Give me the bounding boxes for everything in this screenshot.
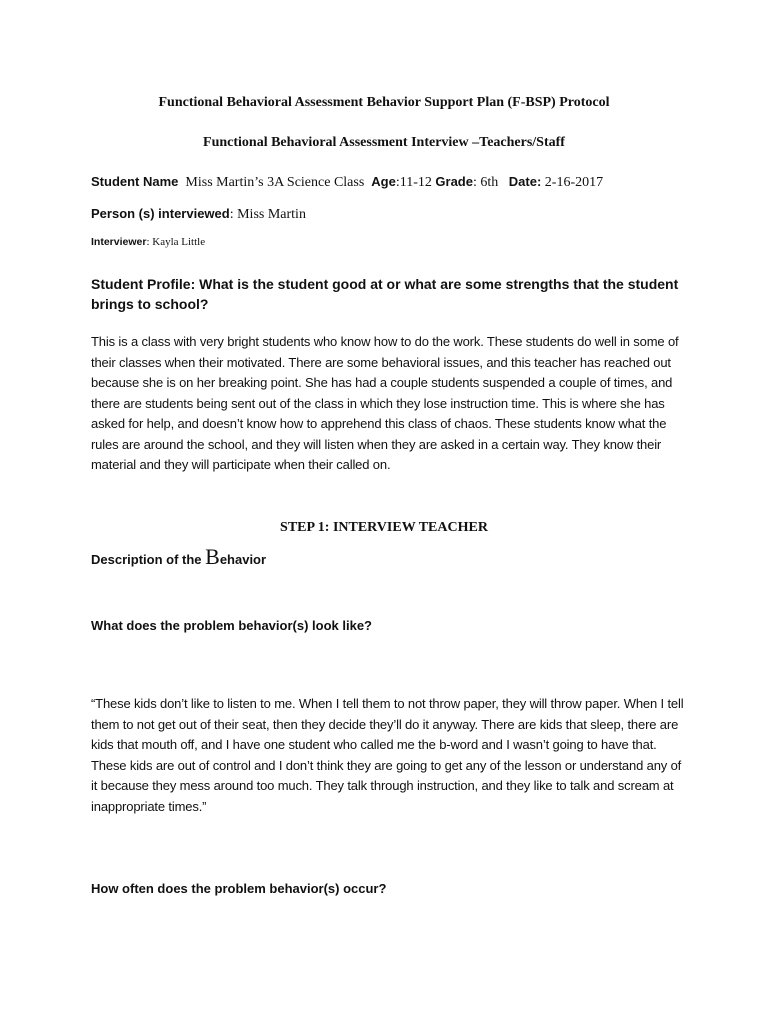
description-heading-big-letter: B [205, 544, 220, 569]
interviewer-line [91, 236, 205, 248]
description-heading [91, 544, 266, 570]
document-title: Functional Behavioral Assessment Behavior Support Plan (F-BSP) Protocol [158, 95, 610, 110]
step-heading: STEP 1: INTERVIEW TEACHER [280, 520, 488, 535]
date-label: Date: [508, 174, 542, 189]
age-value: :11-12 [395, 175, 432, 190]
question-1: What does the problem behavior(s) look like? [91, 618, 372, 633]
date-value: 2-16-2017 [544, 175, 604, 190]
grade-label: Grade [435, 174, 473, 189]
description-heading-prefix: Description of the [91, 552, 206, 567]
student-name-label: Student Name [91, 174, 179, 189]
student-profile-answer: This is a class with very bright students who know how to do the work. These students do well in some of their classes when their motivated. There are some behavioral issues, and this teacher has reached out because she is on her breaking point. She has had a couple students suspended a couple of times, and there are students being sent out of the class in which they lose instruction time. This is where she has asked for help, and doesn’t know how to apprehend this class of chaos. These students know what the rules are around the school, and they will listen when they are asked in a certain way. They know their material and they will participate when their called on. [91, 334, 679, 472]
person-interviewed-value: : Miss Martin [229, 207, 306, 222]
question-2: How often does the problem behavior(s) occur? [91, 881, 387, 896]
student-profile-question-text: : What is the student good at or what are some strengths that the student brings to school? [91, 276, 679, 312]
student-name-value: Miss Martin’s 3A Science Class [185, 175, 365, 190]
interviewer-label: Interviewer [91, 236, 147, 248]
grade-value: : 6th [472, 175, 499, 190]
answer-1: “These kids don’t like to listen to me. When I tell them to not throw paper, they will throw paper. When I tell them to not get out of their seat, then they decide they’ll do it anyway. There are kids that sleep, there are kids that mouth off, and I have one student who called me the b-word and I wasn’t going to have that. These kids are out of control and I don’t think they are going to get any of the lesson or understand any of it because they mess around too much. They talk through instruction, and they like to talk and scream at inappropriate times.” [91, 696, 684, 814]
person-interviewed-line [91, 206, 306, 223]
age-label: Age [371, 174, 396, 189]
person-interviewed-label: Person (s) interviewed [91, 206, 230, 221]
student-profile-question [91, 274, 691, 314]
document-subtitle: Functional Behavioral Assessment Interview –Teachers/Staff [203, 135, 565, 150]
student-info-line [91, 174, 603, 191]
date-spacer [498, 175, 509, 190]
interviewer-value: : Kayla Little [146, 236, 206, 248]
description-heading-suffix: ehavior [219, 552, 267, 567]
student-profile-label: Student Profile [91, 276, 191, 292]
